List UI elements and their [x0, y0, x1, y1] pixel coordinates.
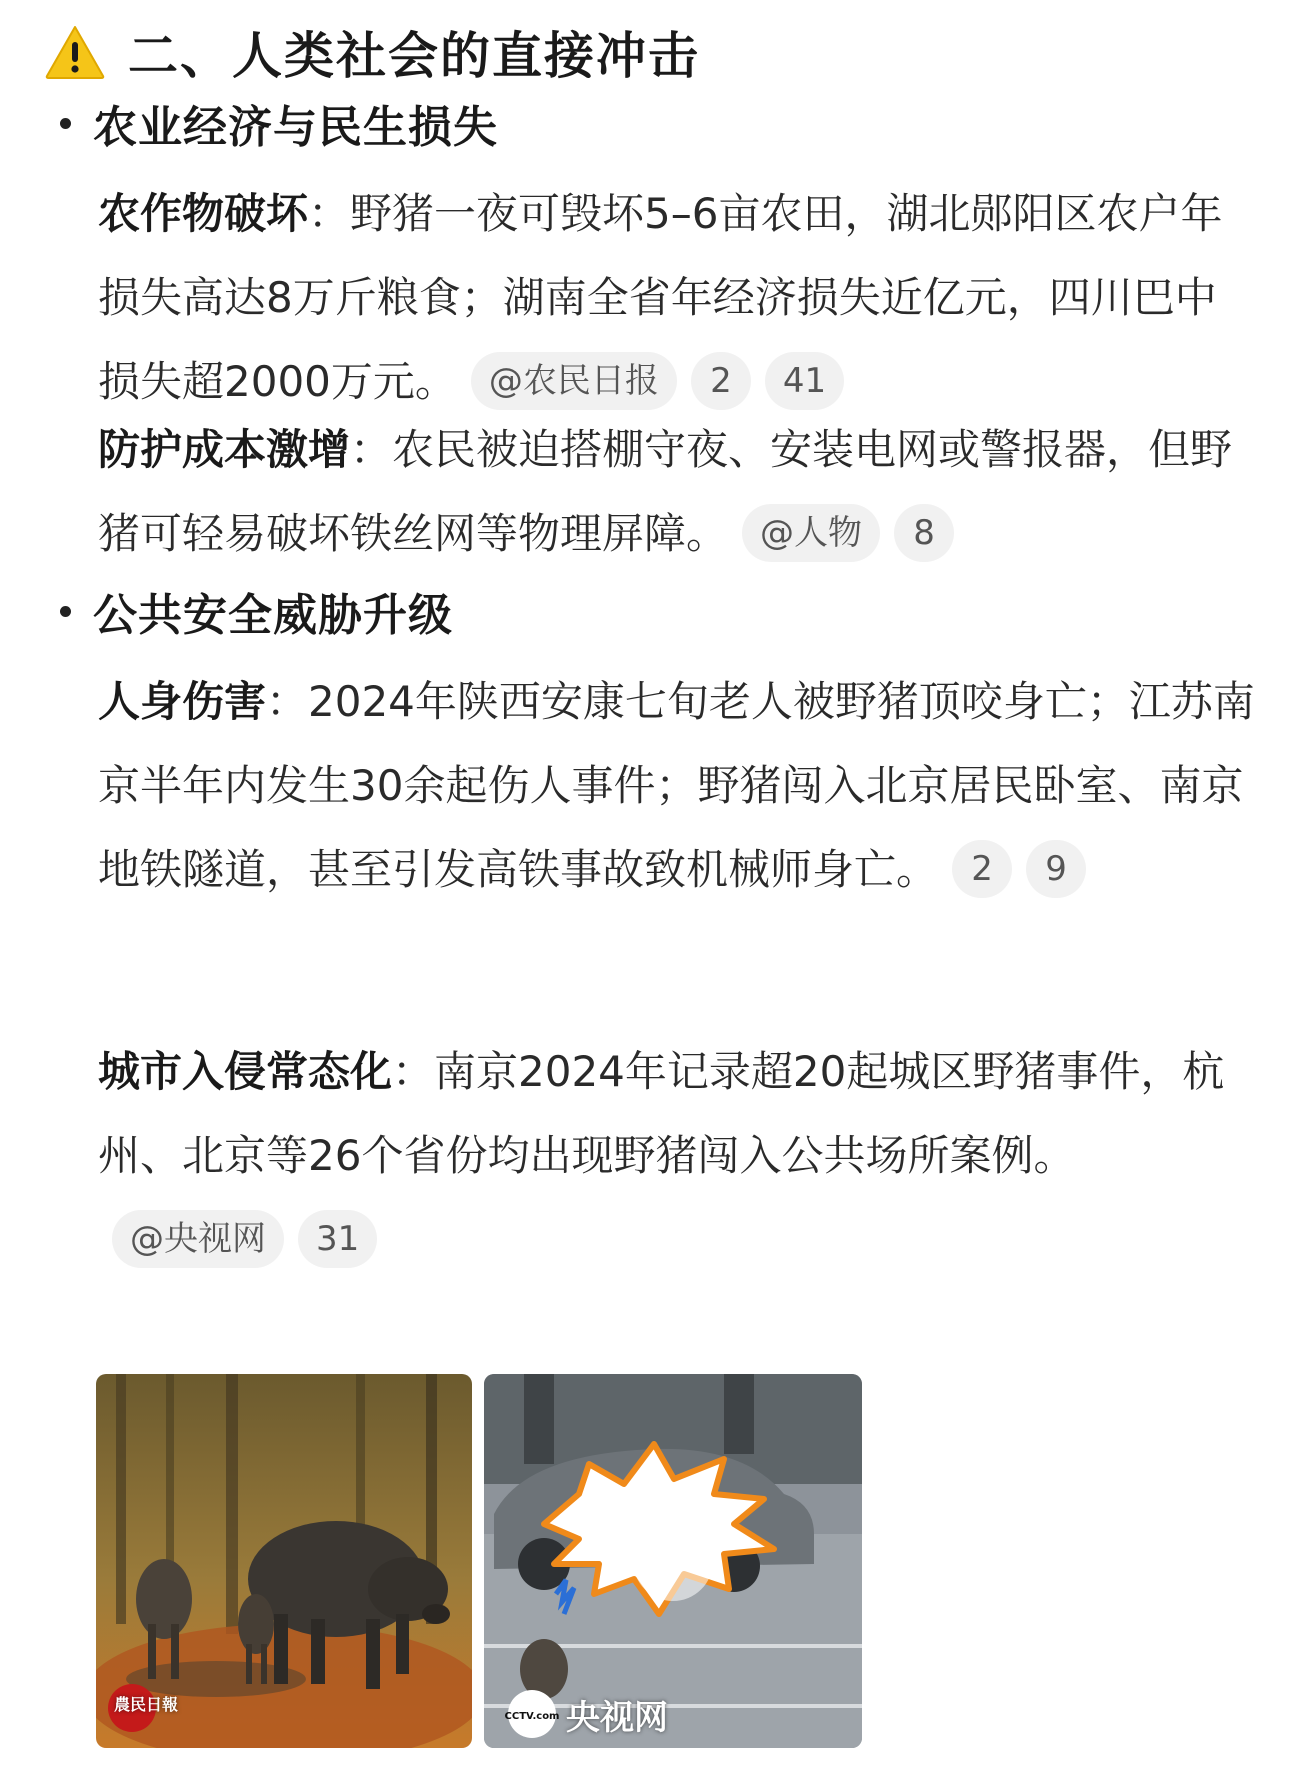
item-label: 人身伤害	[98, 677, 267, 726]
warning-icon	[44, 24, 106, 80]
item-text: ：农民被迫搭棚守夜、安装电网或警报器，但野猪可轻易破坏铁丝网等物理屏障。	[98, 425, 1233, 558]
wild-boar-forest-photo[interactable]	[96, 1374, 472, 1748]
bullet-heading-agriculture	[60, 88, 498, 158]
newspaper-watermark: 農民日報	[114, 1695, 179, 1714]
source-chip[interactable]: @农民日报	[471, 352, 677, 410]
source-chip[interactable]: @人物	[742, 504, 880, 562]
cctv-street-boar-video[interactable]	[484, 1374, 862, 1748]
paragraph-personal-injury	[98, 660, 1258, 912]
bullet-dot	[60, 606, 71, 617]
item-label: 农作物破坏	[98, 189, 309, 238]
section-title: 二、人类社会的直接冲击	[128, 27, 700, 85]
item-label: 城市入侵常态化	[98, 1047, 393, 1096]
item-text: ：2024年陕西安康七旬老人被野猪顶咬身亡；江苏南京半年内发生30余起伤人事件；野猪闯入北京居民卧室、南京地铁隧道，甚至引发高铁事故致机械师身亡。	[98, 677, 1255, 894]
citation-chip[interactable]: 8	[894, 504, 954, 562]
paragraph-urban-invasion	[98, 1030, 1258, 1282]
item-label: 防护成本激增	[98, 425, 351, 474]
bullet-heading-public-safety	[60, 576, 453, 646]
paragraph-crop-damage	[98, 172, 1258, 424]
cctv-logo: CCTV.com	[504, 1711, 560, 1722]
source-chip[interactable]: @央视网	[112, 1210, 284, 1268]
citation-chip[interactable]: 2	[952, 840, 1012, 898]
bullet-dot	[60, 118, 71, 129]
video-source-label: 央视网	[566, 1698, 668, 1738]
bullet-title: 公共安全威胁升级	[93, 590, 453, 641]
video-thumbnail	[484, 1374, 862, 1748]
bullet-title: 农业经济与民生损失	[93, 102, 498, 153]
item-text: ：野猪一夜可毁坏5–6亩农田，湖北郧阳区农户年损失高达8万斤粮食；湖南全省年经济损失近亿元，四川巴中损失超2000万元。	[98, 189, 1223, 406]
citation-chip[interactable]: 2	[691, 352, 751, 410]
section-heading	[44, 12, 700, 92]
item-text: ：南京2024年记录超20起城区野猪事件，杭州、北京等26个省份均出现野猪闯入公共场所案例。	[98, 1047, 1225, 1180]
citation-chip[interactable]: 9	[1026, 840, 1086, 898]
paragraph-protection-cost	[98, 408, 1258, 576]
citation-chip[interactable]: 41	[765, 352, 844, 410]
citation-chip[interactable]: 31	[298, 1210, 377, 1268]
